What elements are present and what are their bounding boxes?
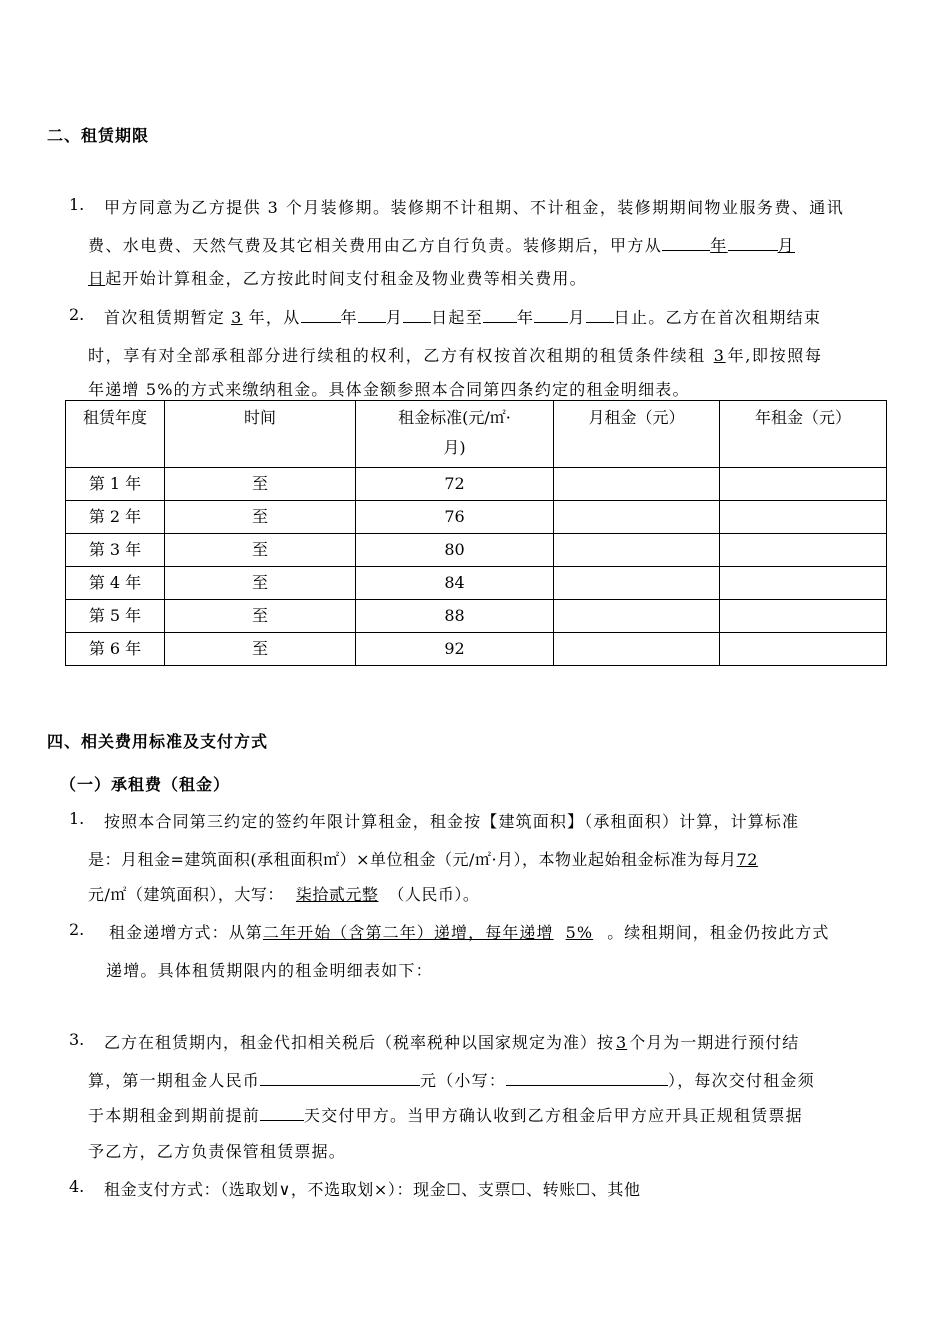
cell-annual — [720, 501, 887, 534]
table-header-row — [66, 401, 887, 468]
cell-year: 第 1 年 — [66, 468, 165, 501]
paragraph-line: 时，享有对全部承租部分进行续租的权利，乙方有权按首次租期的租赁条件续租 3 年,即按照每 — [88, 346, 823, 365]
header-rate: 租金标准(元/㎡· 月) — [356, 401, 554, 468]
cell-annual — [720, 567, 887, 600]
paragraph-line: 按照本合同第三约定的签约年限计算租金，租金按【建筑面积】（承租面积）计算，计算标准 — [104, 812, 800, 831]
cell-monthly — [554, 501, 720, 534]
header-monthly: 月租金（元） — [554, 401, 720, 468]
item-number: 1. — [69, 809, 85, 828]
cell-rate: 84 — [356, 567, 554, 600]
item-number: 1. — [69, 195, 85, 214]
header-annual: 年租金（元） — [720, 401, 887, 468]
cell-annual — [720, 633, 887, 666]
header-year: 租赁年度 — [66, 401, 165, 468]
cell-time: 至 — [165, 633, 356, 666]
paragraph-line: 算，第一期租金人民币 元（小写： ），每次交付租金须 — [88, 1071, 815, 1090]
table-row — [66, 534, 887, 567]
paragraph-line: 年递增 5%的方式来缴纳租金。具体金额参照本合同第四条约定的租金明细表。 — [88, 380, 690, 399]
item-number: 4. — [69, 1177, 85, 1196]
paragraph-line: 日起开始计算租金，乙方按此时间支付租金及物业费等相关费用。 — [88, 269, 587, 288]
section-4-title: 四、相关费用标准及支付方式 — [47, 732, 269, 751]
cell-time: 至 — [165, 600, 356, 633]
cell-monthly — [554, 534, 720, 567]
item-number: 2. — [69, 920, 85, 939]
cell-time: 至 — [165, 534, 356, 567]
item-number: 3. — [69, 1030, 85, 1049]
cell-rate: 88 — [356, 600, 554, 633]
cell-year: 第 4 年 — [66, 567, 165, 600]
table-row — [66, 468, 887, 501]
cell-year: 第 3 年 — [66, 534, 165, 567]
paragraph-line: 租金支付方式：（选取划∨，不选取划×）：现金☐、支票☐、转账☐、其他 — [104, 1180, 641, 1199]
paragraph-line: 首次租赁期暂定 3 年，从 年 月 日起至 年 月 日止。乙方在首次租期结束 — [104, 308, 822, 327]
cell-time: 至 — [165, 468, 356, 501]
cell-year: 第 6 年 — [66, 633, 165, 666]
cell-monthly — [554, 567, 720, 600]
paragraph-line: 乙方在租赁期内，租金代扣相关税后（税率税种以国家规定为准）按 3 个月为一期进行预付结 — [104, 1033, 800, 1052]
cell-annual — [720, 468, 887, 501]
cell-rate: 80 — [356, 534, 554, 567]
cell-rate: 92 — [356, 633, 554, 666]
paragraph-line: 费、水电费、天然气费及其它相关费用由乙方自行负责。装修期后，甲方从 年 月 — [88, 236, 796, 255]
cell-rate: 76 — [356, 501, 554, 534]
cell-rate: 72 — [356, 468, 554, 501]
table-row — [66, 600, 887, 633]
paragraph-line: 是：月租金=建筑面积(承租面积㎡）×单位租金（元/㎡·月），本物业起始租金标准为每月72 — [88, 850, 758, 869]
cell-monthly — [554, 633, 720, 666]
cell-year: 第 2 年 — [66, 501, 165, 534]
table-row — [66, 567, 887, 600]
paragraph-line: 予乙方，乙方负责保管租赁票据。 — [88, 1142, 347, 1161]
paragraph-line: 甲方同意为乙方提供 3 个月装修期。装修期不计租期、不计租金，装修期期间物业服务费、通讯 — [104, 198, 845, 217]
subsection-title: （一）承租费（租金） — [60, 775, 231, 794]
cell-annual — [720, 534, 887, 567]
rent-schedule-table — [65, 400, 887, 666]
paragraph-line: 于本期租金到期前提前 天交付甲方。当甲方确认收到乙方租金后甲方应开具正规租赁票据 — [88, 1106, 803, 1125]
cell-annual — [720, 600, 887, 633]
cell-monthly — [554, 468, 720, 501]
paragraph-line: 元/㎡（建筑面积），大写： 柒拾贰元整 （人民币）。 — [88, 885, 480, 904]
paragraph-line: 递增。具体租赁期限内的租金明细表如下： — [106, 961, 433, 980]
paragraph-line: 租金递增方式：从第二年开始（含第二年）递增，每年递增 5% 。续租期间，租金仍按此方式 — [109, 923, 830, 942]
cell-year: 第 5 年 — [66, 600, 165, 633]
cell-time: 至 — [165, 501, 356, 534]
cell-monthly — [554, 600, 720, 633]
item-number: 2. — [69, 305, 85, 324]
section-2-title: 二、租赁期限 — [47, 126, 150, 145]
table-row — [66, 501, 887, 534]
cell-time: 至 — [165, 567, 356, 600]
header-time: 时间 — [165, 401, 356, 468]
table-row — [66, 633, 887, 666]
